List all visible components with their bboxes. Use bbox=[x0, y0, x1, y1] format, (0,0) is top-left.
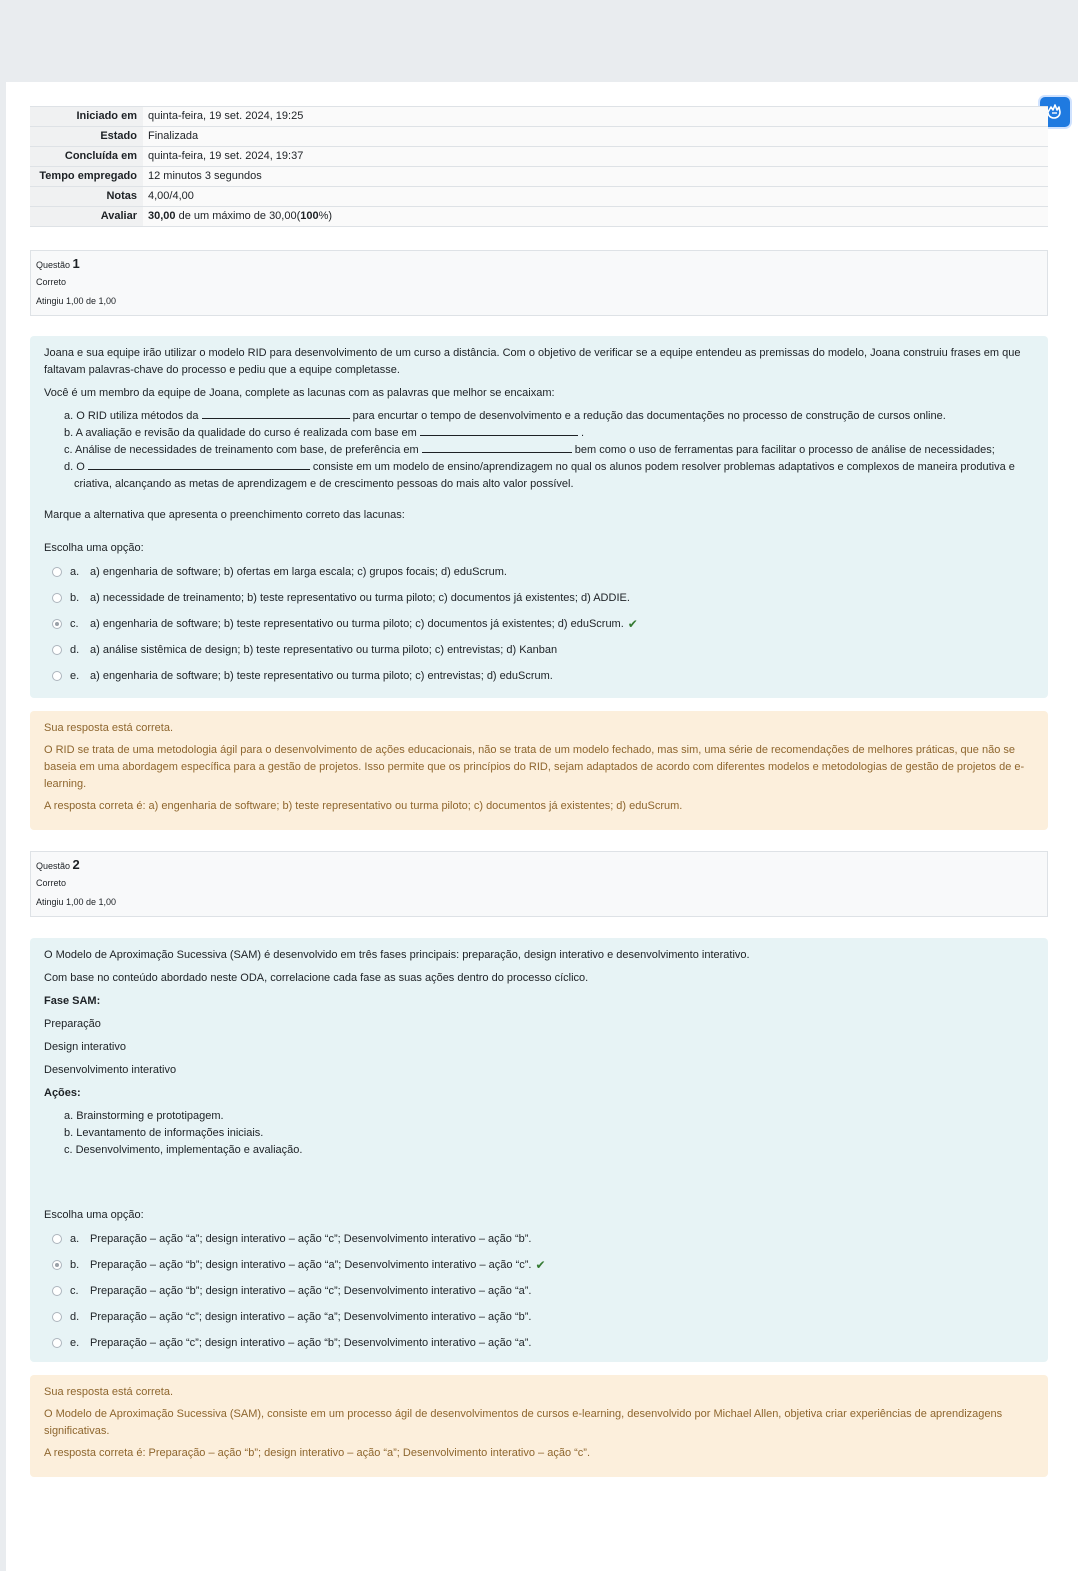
radio-button[interactable] bbox=[52, 645, 62, 655]
radio-button[interactable] bbox=[52, 671, 62, 681]
option-text: Preparação – ação “c”; design interativo – ação “a”; Desenvolvimento interativo – ação “b”. bbox=[90, 1310, 532, 1323]
summary-value: 4,00/4,00 bbox=[143, 187, 1048, 207]
gap-item: d. O consiste em um modelo de ensino/aprendizagem no qual os alunos podem resolver problemas adaptativos e complexos de maneira produtiva e criativa, alcançando as metas de aprendizagem e de crescimento pessoas do mais alto valor possível. bbox=[64, 461, 1015, 490]
question-2-feedback bbox=[30, 1375, 1048, 1477]
action-item: c. Desenvolvimento, implementação e avaliação. bbox=[64, 1144, 303, 1156]
question-1-text bbox=[30, 336, 1048, 698]
summary-value: quinta-feira, 19 set. 2024, 19:37 bbox=[143, 147, 1048, 167]
option-text: Preparação – ação “b”; design interativo – ação “c”; Desenvolvimento interativo – ação “a”. bbox=[90, 1284, 532, 1297]
question-number: Questão 1 bbox=[36, 256, 80, 271]
check-icon: ✔ bbox=[627, 616, 638, 631]
summary-label: Avaliar bbox=[30, 207, 143, 227]
option-text: a) análise sistêmica de design; b) teste representativo ou turma piloto; c) entrevistas; d) Kanban bbox=[90, 643, 558, 656]
answer-option-a[interactable]: a. a) engenharia de software; b) ofertas em larga escala; c) grupos focais; d) eduScrum. bbox=[44, 559, 1034, 585]
question-1-info bbox=[30, 250, 1048, 316]
answer-option-d[interactable]: d. a) análise sistêmica de design; b) teste representativo ou turma piloto; c) entrevistas; d) Kanban bbox=[44, 637, 1034, 663]
phase-item: Design interativo bbox=[44, 1041, 126, 1053]
question-intro: Joana e sua equipe irão utilizar o modelo RID para desenvolvimento de um curso a distância. Com o objetivo de verificar se a equipe entendeu as premissas do modelo, Joana construiu frases em que faltavam palavras-chave do processo e pediu que a equipe completasse. bbox=[44, 347, 1021, 376]
option-text: a) necessidade de treinamento; b) teste representativo ou turma piloto; c) documentos já existentes; d) ADDIE. bbox=[90, 591, 630, 604]
radio-button[interactable] bbox=[52, 593, 62, 603]
answer-option-b[interactable]: b. a) necessidade de treinamento; b) teste representativo ou turma piloto; c) documentos já existentes; d) ADDIE. bbox=[44, 585, 1034, 611]
question-2-info bbox=[30, 851, 1048, 917]
question-intro: O Modelo de Aproximação Sucessiva (SAM) é desenvolvido em três fases principais: preparação, design interativo e desenvolvimento interativo. bbox=[44, 949, 750, 961]
sign-language-hands-icon bbox=[1045, 101, 1065, 124]
answer-option-d[interactable]: d. Preparação – ação “c”; design interativo – ação “a”; Desenvolvimento interativo – ação “b”. bbox=[44, 1304, 1034, 1330]
answer-option-c[interactable]: c. a) engenharia de software; b) teste representativo ou turma piloto; c) documentos já existentes; d) eduScrum. ✔ bbox=[44, 611, 1034, 637]
summary-label: Concluída em bbox=[30, 147, 143, 167]
option-text: Preparação – ação “b”; design interativo – ação “a”; Desenvolvimento interativo – ação “c”. bbox=[90, 1258, 532, 1271]
option-text: a) engenharia de software; b) teste representativo ou turma piloto; c) documentos já existentes; d) eduScrum. bbox=[90, 617, 624, 630]
gap-list bbox=[64, 408, 1034, 493]
choose-label: Escolha uma opção: bbox=[44, 542, 144, 554]
gap-item: a. O RID utiliza métodos da para encurtar o tempo de desenvolvimento e a redução das documentações no processo de construção de cursos online. bbox=[64, 410, 946, 422]
phase-item: Preparação bbox=[44, 1018, 101, 1030]
choose-label: Escolha uma opção: bbox=[44, 1209, 144, 1221]
gap-item: c. Análise de necessidades de treinamento com base, de preferência em bem como o uso de ferramentas para facilitar o processo de análise de necessidades; bbox=[64, 444, 995, 456]
radio-button-selected[interactable] bbox=[52, 619, 62, 629]
radio-button[interactable] bbox=[52, 1338, 62, 1348]
option-text: a) engenharia de software; b) ofertas em larga escala; c) grupos focais; d) eduScrum. bbox=[90, 565, 507, 578]
actions-list bbox=[64, 1108, 1034, 1159]
summary-value: 12 minutos 3 segundos bbox=[143, 167, 1048, 187]
question-state: Correto bbox=[36, 277, 67, 287]
summary-label: Iniciado em bbox=[30, 107, 143, 127]
grade-max-text: de um máximo de 30,00( bbox=[175, 210, 301, 222]
phase-item: Desenvolvimento interativo bbox=[44, 1064, 177, 1076]
attempt-summary-table bbox=[30, 106, 1048, 227]
radio-button[interactable] bbox=[52, 1312, 62, 1322]
check-icon: ✔ bbox=[535, 1257, 546, 1272]
action-item: b. Levantamento de informações iniciais. bbox=[64, 1127, 264, 1139]
radio-button[interactable] bbox=[52, 1286, 62, 1296]
question-grade: Atingiu 1,00 de 1,00 bbox=[36, 296, 117, 306]
summary-row bbox=[30, 107, 1048, 127]
option-text: Preparação – ação “c”; design interativo – ação “b”; Desenvolvimento interativo – ação “a”. bbox=[90, 1336, 532, 1349]
feedback-general: O Modelo de Aproximação Sucessiva (SAM), consiste em um processo ágil de desenvolvimentos de cursos e-learning, desenvolvido por Michael Allen, objetiva criar experiências de aprendizagens significativas. bbox=[44, 1408, 1003, 1437]
question-instruction: Você é um membro da equipe de Joana, complete as lacunas com as palavras que melhor se encaixam: bbox=[44, 387, 555, 399]
question-instruction: Com base no conteúdo abordado neste ODA, correlacione cada fase as suas ações dentro do processo cíclico. bbox=[44, 972, 589, 984]
summary-row bbox=[30, 127, 1048, 147]
gap-item: b. A avaliação e revisão da qualidade do curso é realizada com base em . bbox=[64, 427, 585, 439]
question-prompt: Marque a alternativa que apresenta o preenchimento correto das lacunas: bbox=[44, 509, 405, 521]
feedback-right-answer: A resposta correta é: Preparação – ação “b”; design interativo – ação “a”; Desenvolvimento interativo – ação “c”. bbox=[44, 1447, 591, 1459]
option-text: a) engenharia de software; b) teste representativo ou turma piloto; c) entrevistas; d) eduScrum. bbox=[90, 669, 553, 682]
question-grade: Atingiu 1,00 de 1,00 bbox=[36, 897, 117, 907]
question-2-text bbox=[30, 938, 1048, 1362]
feedback-general: O RID se trata de uma metodologia ágil para o desenvolvimento de ações educacionais, não se trata de um modelo fechado, mas sim, uma série de recomendações de melhores práticas, que não se baseia em uma abordagem específica para a gestão de projetos. Isso permite que os princípios do RID, sejam adaptados de acordo com diferentes modelos e metodologias de gestão de projetos de e-learning. bbox=[44, 744, 1025, 790]
radio-button[interactable] bbox=[52, 1234, 62, 1244]
summary-row bbox=[30, 207, 1048, 227]
actions-heading: Ações: bbox=[44, 1087, 81, 1099]
answer-option-b[interactable]: b. Preparação – ação “b”; design interativo – ação “a”; Desenvolvimento interativo – ação “c”. ✔ bbox=[44, 1252, 1034, 1278]
feedback-right-answer: A resposta correta é: a) engenharia de software; b) teste representativo ou turma piloto; c) documentos já existentes; d) eduScrum. bbox=[44, 800, 683, 812]
summary-value: quinta-feira, 19 set. 2024, 19:25 bbox=[143, 107, 1048, 127]
summary-row bbox=[30, 147, 1048, 167]
question-state: Correto bbox=[36, 878, 67, 888]
question-1-feedback bbox=[30, 711, 1048, 830]
answer-option-e[interactable]: e. Preparação – ação “c”; design interativo – ação “b”; Desenvolvimento interativo – ação “a”. bbox=[44, 1330, 1034, 1356]
summary-value bbox=[143, 207, 1048, 227]
answer-option-a[interactable]: a. Preparação – ação “a”; design interativo – ação “c”; Desenvolvimento interativo – ação “b”. bbox=[44, 1226, 1034, 1252]
summary-row bbox=[30, 167, 1048, 187]
grade-percent-suffix: %) bbox=[318, 210, 333, 222]
summary-label: Tempo empregado bbox=[30, 167, 143, 187]
summary-label: Estado bbox=[30, 127, 143, 147]
grade-percent: 100 bbox=[300, 210, 319, 222]
option-text: Preparação – ação “a”; design interativo – ação “c”; Desenvolvimento interativo – ação “b”. bbox=[90, 1232, 532, 1245]
answer-option-c[interactable]: c. Preparação – ação “b”; design interativo – ação “c”; Desenvolvimento interativo – ação “a”. bbox=[44, 1278, 1034, 1304]
feedback-status: Sua resposta está correta. bbox=[44, 722, 174, 734]
summary-label: Notas bbox=[30, 187, 143, 207]
radio-button[interactable] bbox=[52, 567, 62, 577]
question-number: Questão 2 bbox=[36, 857, 80, 872]
radio-button-selected[interactable] bbox=[52, 1260, 62, 1270]
grade-value: 30,00 bbox=[148, 210, 176, 222]
summary-value: Finalizada bbox=[143, 127, 1048, 147]
answer-option-e[interactable]: e. a) engenharia de software; b) teste representativo ou turma piloto; c) entrevistas; d) eduScrum. bbox=[44, 663, 1034, 689]
action-item: a. Brainstorming e prototipagem. bbox=[64, 1110, 224, 1122]
phase-heading: Fase SAM: bbox=[44, 995, 101, 1007]
feedback-status: Sua resposta está correta. bbox=[44, 1386, 174, 1398]
summary-row bbox=[30, 187, 1048, 207]
